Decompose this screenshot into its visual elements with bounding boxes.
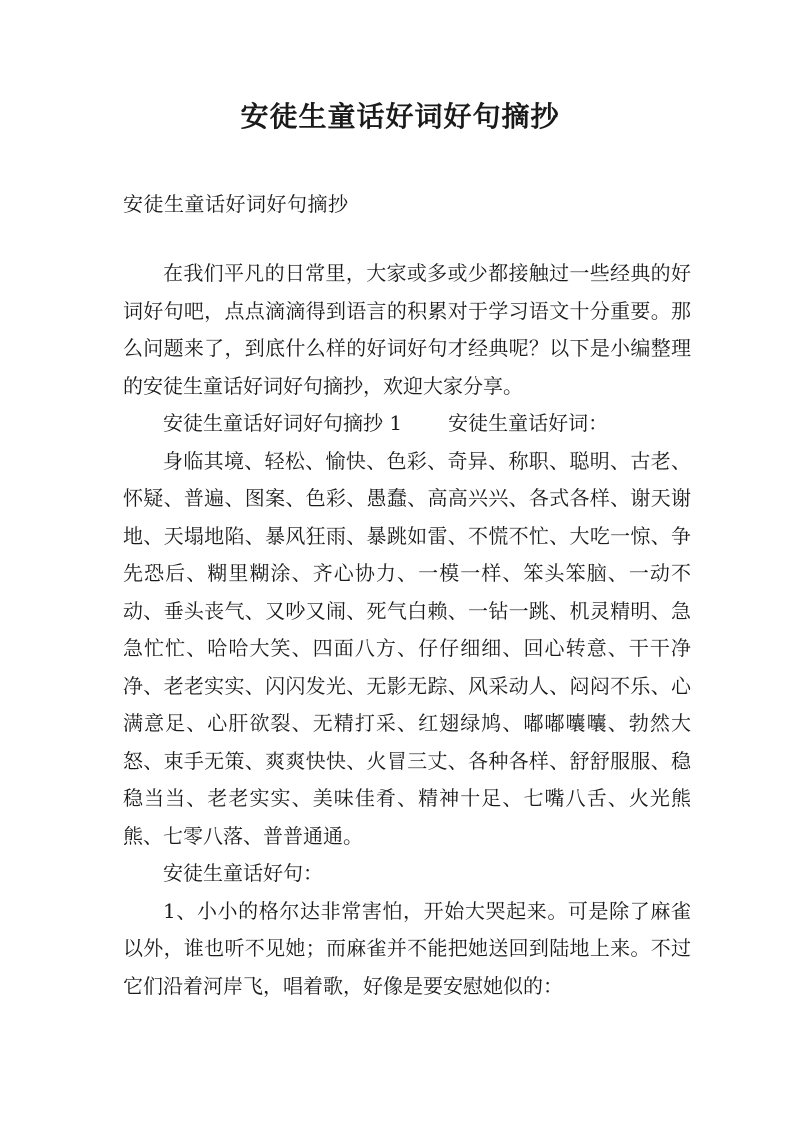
document-title: 安徒生童话好词好句摘抄 <box>240 100 560 133</box>
section-heading-line <box>123 405 691 443</box>
document-subtitle: 安徒生童话好词好句摘抄 <box>123 192 349 216</box>
words-heading: 安徒生童话好词： <box>448 411 609 435</box>
sentences-heading: 安徒生童话好句： <box>163 861 323 885</box>
words-paragraph: 身临其境、轻松、愉快、色彩、奇异、称职、聪明、古老、怀疑、普遍、图案、色彩、愚蠢、高高兴兴、各式各样、谢天谢地、天塌地陷、暴风狂雨、暴跳如雷、不慌不忙、大吃一惊、争先恐后、糊里糊涂、齐心协力、一模一样、笨头笨脑、一动不动、垂头丧气、又吵又闹、死气白赖、一钻一跳、机灵精明、急急忙忙、哈哈大笑、四面八方、仔仔细细、回心转意、干干净净、老老实实、闪闪发光、无影无踪、风采动人、闷闷不乐、心满意足、心肝欲裂、无精打采、红翅绿鸠、嘟嘟囔囔、勃然大怒、束手无策、爽爽快快、火冒三丈、各种各样、舒舒服服、稳稳当当、老老实实、美味佳肴、精神十足、七嘴八舌、火光熊熊、七零八落、普普通通。 <box>123 448 691 848</box>
sentence-paragraph-1: 1、小小的格尔达非常害怕，开始大哭起来。可是除了麻雀以外，谁也听不见她；而麻雀并不能把她送回到陆地上来。不过它们沿着河岸飞，唱着歌，好像是要安慰她似的： <box>123 898 691 998</box>
intro-paragraph: 在我们平凡的日常里，大家或多或少都接触过一些经典的好词好句吧，点点滴滴得到语言的积累对于学习语文十分重要。那么问题来了，到底什么样的好词好句才经典呢？以下是小编整理的安徒生童话好词好句摘抄，欢迎大家分享。 <box>123 261 691 398</box>
document-body <box>123 255 691 1005</box>
section-heading: 安徒生童话好词好句摘抄 1 <box>163 411 403 435</box>
